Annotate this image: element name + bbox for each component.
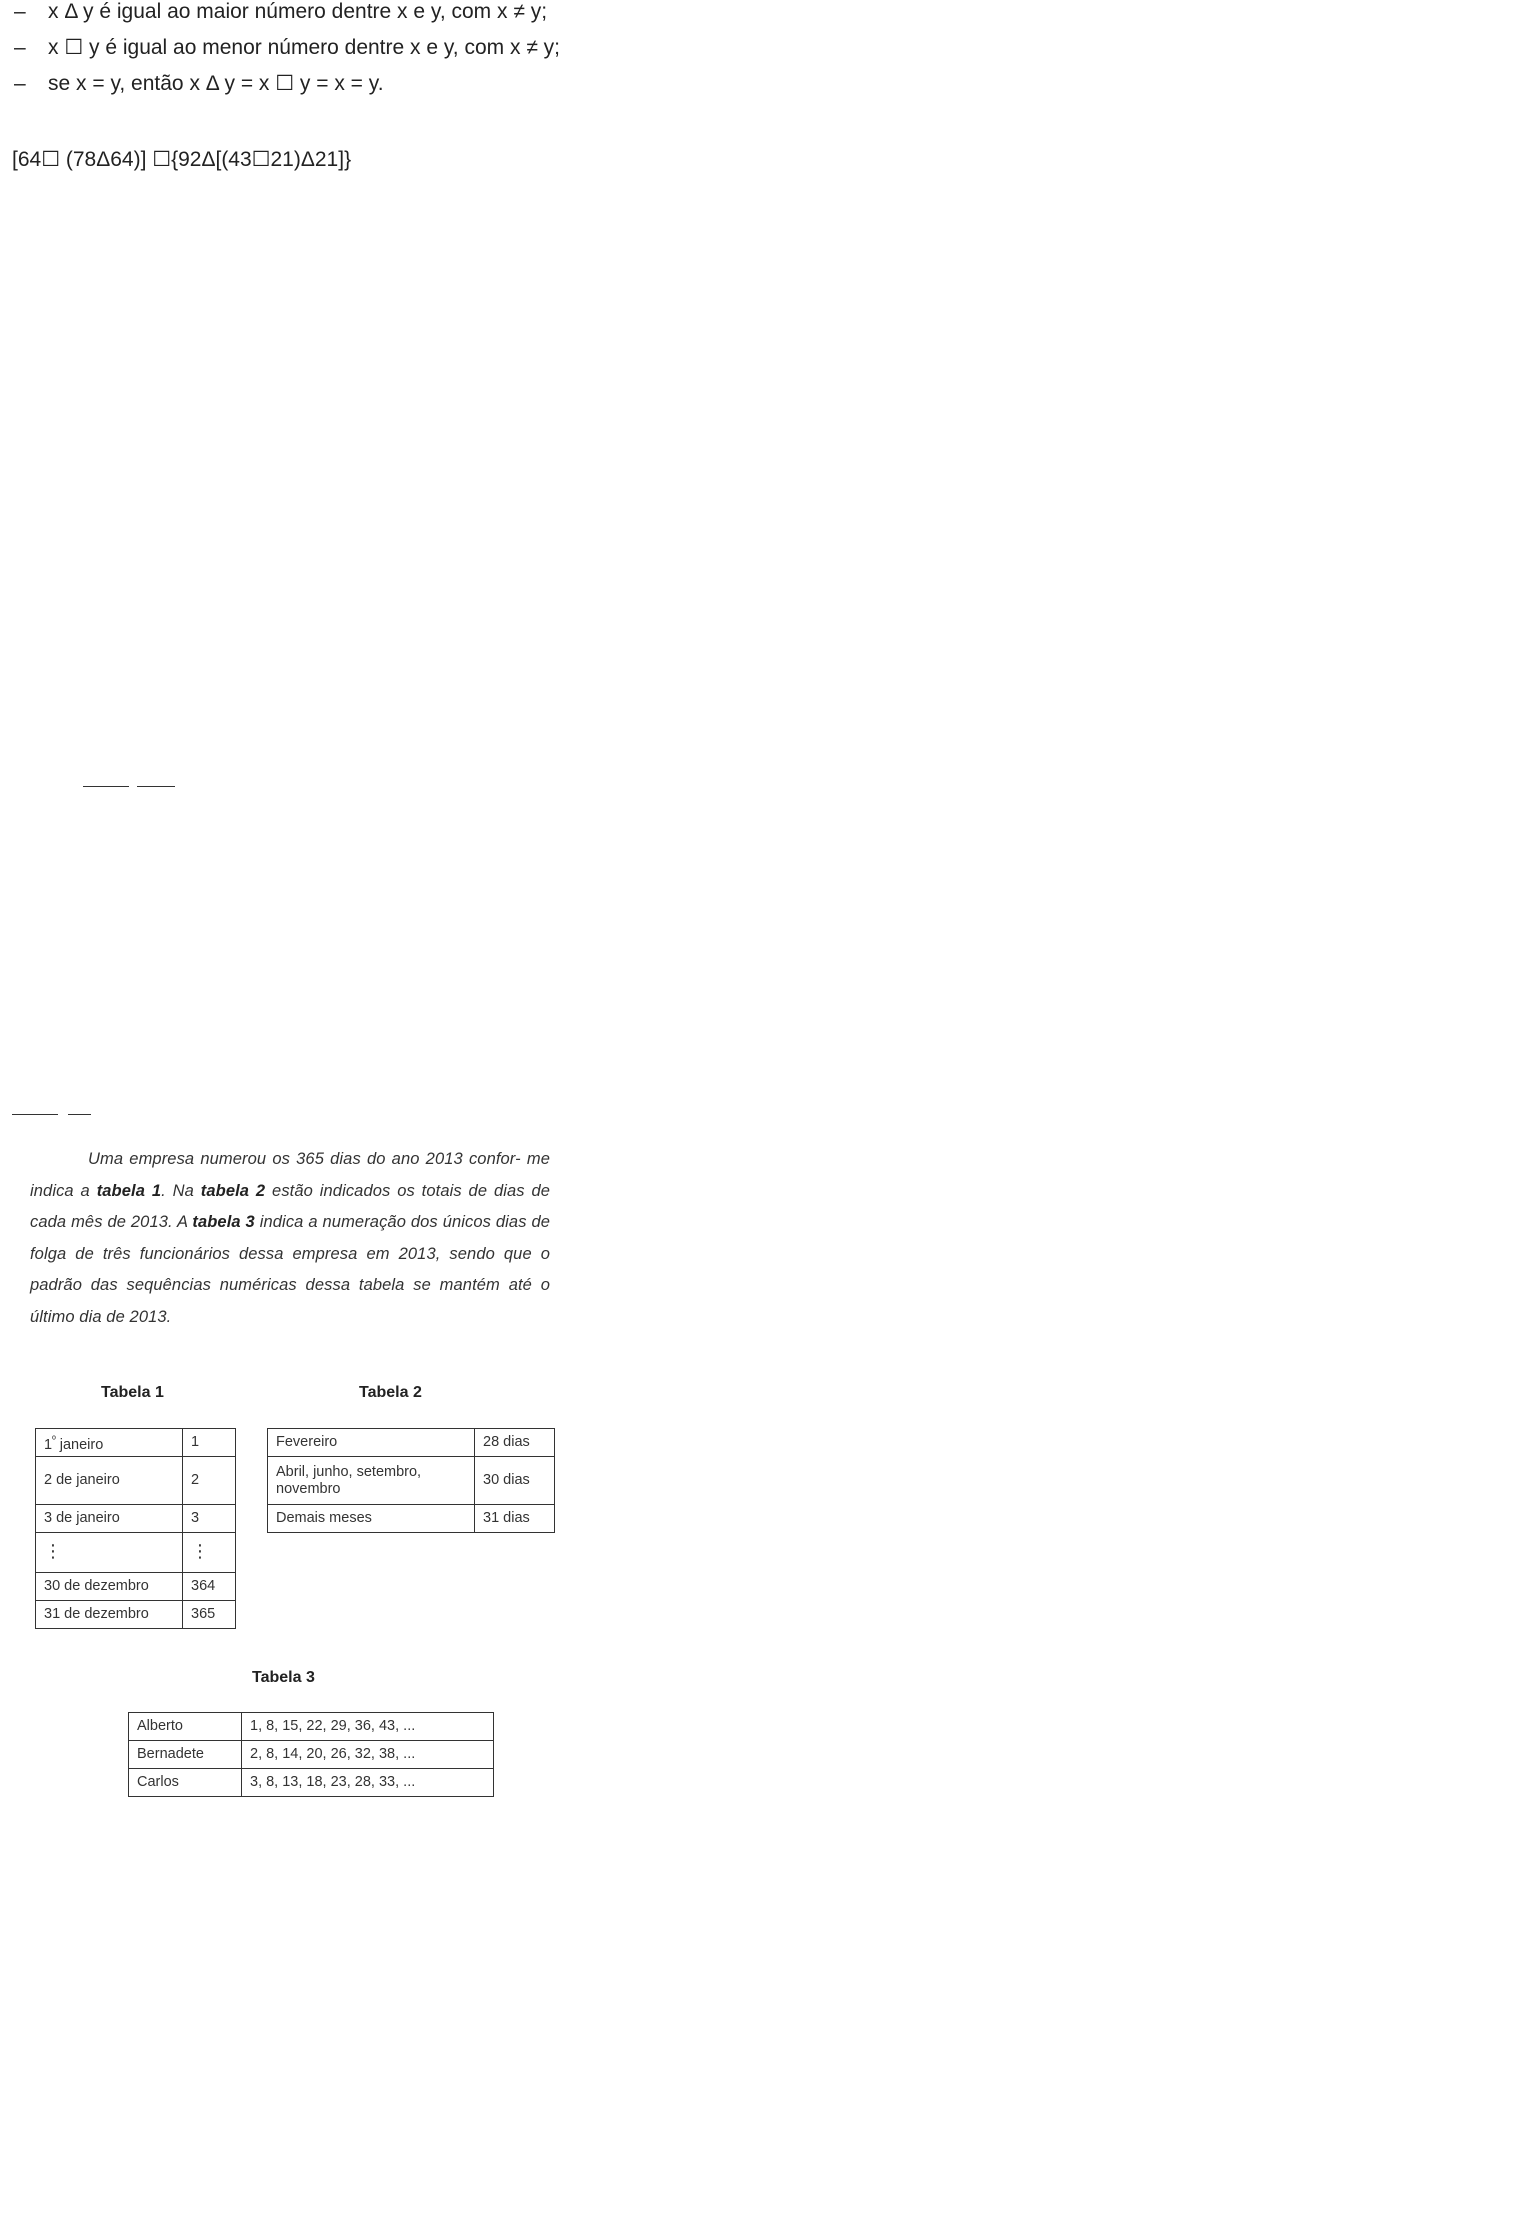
operation-rules	[14, 0, 654, 102]
table-row	[36, 1533, 236, 1573]
table-row	[268, 1457, 555, 1505]
statement-line: estão indicados os totais de	[265, 1181, 488, 1200]
statement-line: . Na	[161, 1181, 201, 1200]
table-cell-day: 31 de dezembro	[36, 1601, 183, 1629]
tabela1-title: Tabela 1	[101, 1384, 164, 1401]
divider-line	[68, 1114, 91, 1115]
rule-dash: –	[14, 0, 26, 23]
table-cell-day	[36, 1429, 183, 1457]
statement-line: indica a numeração dos	[254, 1213, 438, 1231]
table-row	[129, 1713, 494, 1741]
ordinal-mark: º	[52, 1434, 56, 1446]
table-row	[268, 1429, 555, 1457]
table-cell-name: Carlos	[129, 1769, 242, 1797]
table-cell-day: 2 de janeiro	[36, 1457, 183, 1505]
table-cell-days: 3, 8, 13, 18, 23, 28, 33, ...	[242, 1769, 494, 1797]
table-cell-day: 3 de janeiro	[36, 1505, 183, 1533]
day-number: 1	[44, 1436, 53, 1453]
rule-text: x Δ y é igual ao maior número dentre x e y, com x ≠ y;	[48, 0, 548, 23]
table-reference: tabela 2	[200, 1181, 266, 1200]
table-cell-days: 2, 8, 14, 20, 26, 32, 38, ...	[242, 1741, 494, 1769]
statement-line: únicos dias de folga de três funcionários dessa empresa em	[30, 1213, 551, 1263]
rule-dash: –	[14, 36, 26, 59]
table-cell-value	[183, 1533, 236, 1573]
table-row	[268, 1505, 555, 1533]
table-cell-value: 364	[183, 1573, 236, 1601]
table-row	[36, 1457, 236, 1505]
table-cell-total: 31 dias	[475, 1505, 555, 1533]
table-cell-month: Fevereiro	[268, 1429, 475, 1457]
table-cell-total: 30 dias	[475, 1457, 555, 1505]
table-row	[129, 1741, 494, 1769]
table-row	[36, 1429, 236, 1457]
problem-statement	[30, 1144, 550, 1333]
table-reference: tabela 1	[96, 1181, 162, 1200]
table-cell-value: 365	[183, 1601, 236, 1629]
statement-line: me indica a	[30, 1150, 550, 1200]
table-cell-month: Abril, junho, setembro, novembro	[268, 1457, 475, 1505]
tabela3	[128, 1712, 494, 1797]
table-cell-name: Alberto	[129, 1713, 242, 1741]
rule-text: x ☐ y é igual ao menor número dentre x e y, com x ≠ y;	[48, 36, 561, 59]
table-row	[36, 1573, 236, 1601]
table-row	[36, 1601, 236, 1629]
table-cell-month: Demais meses	[268, 1505, 475, 1533]
table-cell-value: 3	[183, 1505, 236, 1533]
table-cell-day	[36, 1533, 183, 1573]
divider-line	[12, 1114, 58, 1115]
rule-min	[14, 30, 654, 66]
table-row	[36, 1505, 236, 1533]
day-month: janeiro	[55, 1436, 104, 1453]
rule-dash: –	[14, 72, 26, 95]
tabela2	[267, 1428, 555, 1533]
divider-line	[83, 786, 129, 787]
vertical-ellipsis: ⋮	[44, 1540, 62, 1561]
rule-max	[14, 0, 654, 30]
table-cell-value: 2	[183, 1457, 236, 1505]
table-cell-day: 30 de dezembro	[36, 1573, 183, 1601]
statement-line: 2013, sendo que o padrão das sequências numéricas dessa	[30, 1244, 551, 1294]
statement-line: tabela se mantém até o último dia de 2013.	[30, 1276, 551, 1326]
expression: [64☐ (78Δ64)] ☐{92Δ[(43☐21)Δ21]}	[12, 148, 352, 171]
table-reference: tabela 3	[192, 1213, 255, 1231]
tabela1	[35, 1428, 236, 1629]
table-cell-days: 1, 8, 15, 22, 29, 36, 43, ...	[242, 1713, 494, 1741]
vertical-ellipsis: ⋮	[191, 1540, 209, 1561]
table-cell-total: 28 dias	[475, 1429, 555, 1457]
rule-text: se x = y, então x Δ y = x ☐ y = x = y.	[48, 72, 384, 95]
tabela3-title: Tabela 3	[252, 1669, 315, 1686]
table-row	[129, 1769, 494, 1797]
statement-line: Uma empresa numerou os 365 dias do ano 2013 confor-	[88, 1150, 521, 1168]
divider-line	[137, 786, 175, 787]
rule-equal	[14, 66, 654, 102]
statement-line: dias de cada mês de 2013. A	[30, 1181, 551, 1231]
table-cell-value: 1	[183, 1429, 236, 1457]
table-cell-name: Bernadete	[129, 1741, 242, 1769]
tabela2-title: Tabela 2	[359, 1384, 422, 1401]
